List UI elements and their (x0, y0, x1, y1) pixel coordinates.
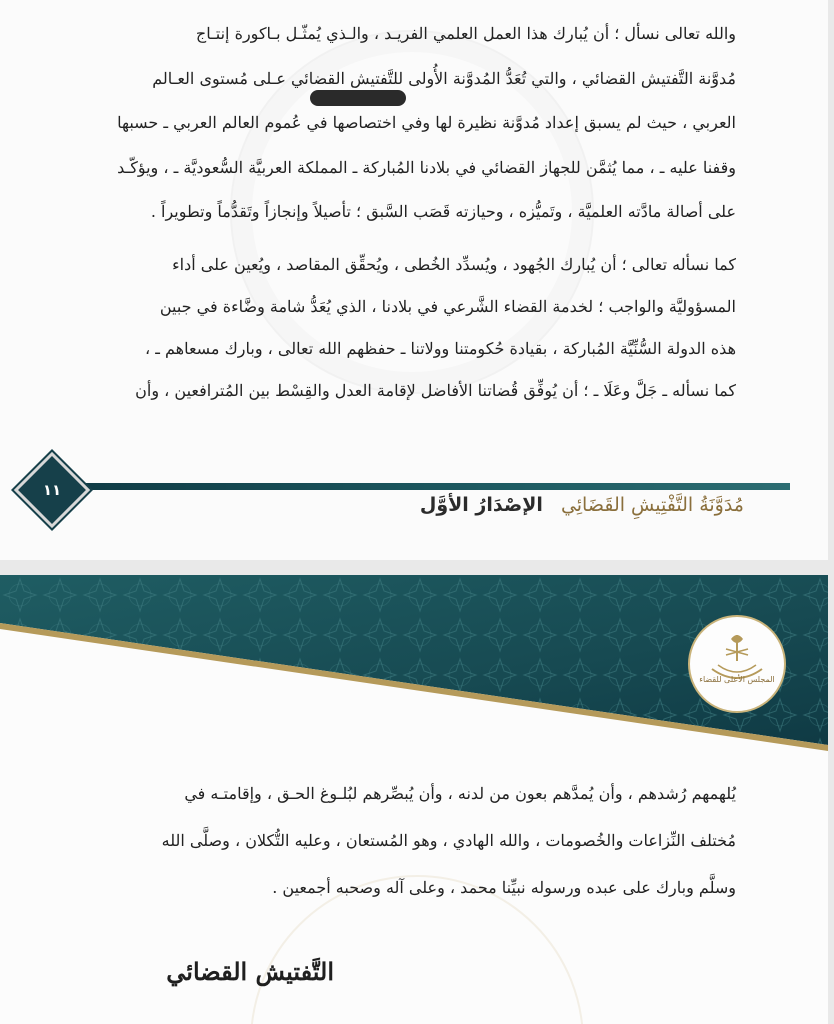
paragraph-line: مُدوَّنة التَّفتيش القضائي ، والتي تُعَدُّ المُدوَّنة الأُولى للتَّفتيش القضائي عـلى مُستوى العـالم (152, 68, 736, 88)
page-number: ١١ (42, 481, 62, 499)
page-number-badge (14, 452, 90, 528)
scales-emblem-icon (698, 625, 776, 703)
paragraph-line: العربي ، حيث لم يسبق إعداد مُدوَّنة نظيرة لها وفي اختصاصها في عُموم العالم العربي ـ حسبها (117, 113, 736, 133)
paragraph-line: والله تعالى نسأل ؛ أن يُبارك هذا العمل العلمي الفريـد ، والـذي يُمثّـل بـاكورة إنتـاج (195, 24, 736, 43)
footer-title-edition: الإصْدَارُ الأوَّل (419, 494, 543, 516)
paragraph-1 (96, 12, 736, 235)
paragraph-line: كما نسأله ـ جَلَّ وعَلَا ـ ؛ أن يُوفِّق قُضاتنا الأفاضل لإقامة العدل والقِسْط بين المُترافعين ، وأن (135, 381, 736, 400)
paragraph-line: وقفنا عليه ـ ، مما يُثمَّن للجهاز القضائي في بلادنا المُباركة ـ المملكة العربيَّة السُّعوديَّة ـ ، ويؤكّـد (117, 157, 736, 177)
paragraph-line: وسلَّم وبارك على عبده ورسوله نبيِّنا محمد ، وعلى آله وصحبه أجمعين . (272, 878, 736, 897)
paragraph-line: هذه الدولة السُّنِّيَّة المُباركة ، بقيادة حُكومتنا وولاتنا ـ حفظهم الله تعالى ، وبارك مسعاهم ـ ، (144, 339, 736, 358)
paragraph-2 (96, 244, 736, 412)
paragraph-line: المسؤوليَّة والواجب ؛ لخدمة القضاء الشَّرعي في بلادنا ، الذي يُعَدُّ شامة وضَّاءة في جبين (159, 297, 736, 316)
paragraph-line: كما نسأله تعالى ؛ أن يُبارك الجُهود ، ويُسدِّد الخُطى ، ويُحقِّق المقاصد ، ويُعين على أداء (172, 255, 736, 274)
paragraph-line: يُلهمهم رُشدهم ، وأن يُمدَّهم بعون من لدنه ، وأن يُبصِّرهم لبُلـوغ الحـق ، وإقامتـه في (184, 784, 736, 803)
footer-title (420, 494, 744, 516)
footer-rule (60, 483, 790, 490)
redaction-mark (310, 90, 406, 106)
paragraph-line: على أصالة مادَّته العلميَّة ، وتَميُّزه ، وحيازته قَصَب السَّبق ؛ تأصيلاً وإنجازاً وتَقدُّماً وتطويراً . (150, 202, 736, 222)
page-bottom (0, 575, 828, 1024)
paragraph-3 (96, 770, 736, 911)
council-logo (688, 615, 786, 713)
section-heading: التَّفتيش القضائي (166, 957, 334, 986)
logo-caption: المجلس الأعلى للقضاء (699, 675, 775, 684)
paragraph-line: مُختلف النِّزاعات والخُصومات ، والله الهادي ، وهو المُستعان ، وعليه التُّكلان ، وصلَّى الله (161, 831, 736, 850)
footer-title-book: مُدَوَّنَةُ التَّفْتِيشِ القَضَائِي (560, 494, 744, 516)
